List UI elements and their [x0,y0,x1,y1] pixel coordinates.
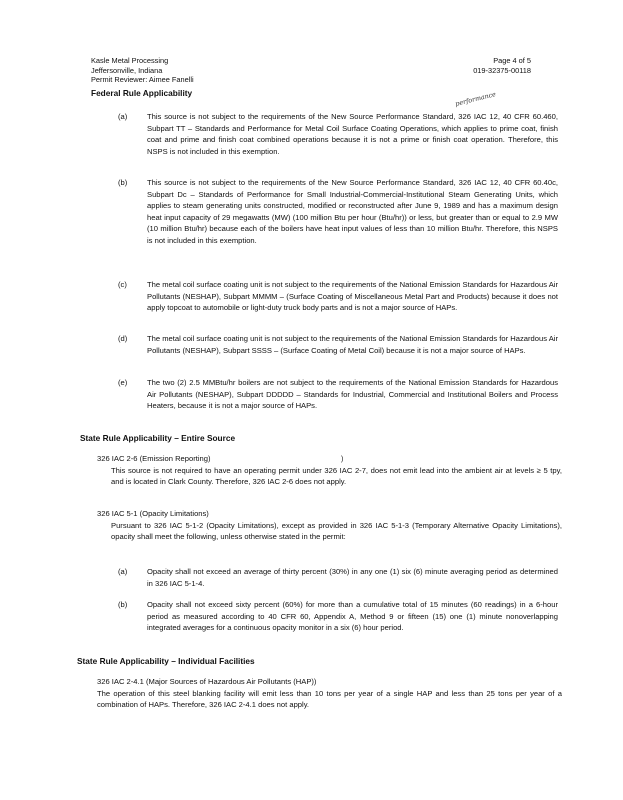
item-label: (c) [118,280,127,289]
rule-text: Pursuant to 326 IAC 5-1-2 (Opacity Limitations), except as provided in 326 IAC 5-1-3 (Temporary Alternative Opacity Limitations), opacity shall meet the following, unless otherwise stated in the permit: [111,520,562,542]
item-text: The two (2) 2.5 MMBtu/hr boilers are not subject to the requirements of the National Emission Standards for Hazardous Air Pollutants (NESHAP), Subpart DDDDD – Standards for Industrial, Commercial and Institutional Boilers and Process Heaters, because it is not a major source of HAPs. [147,378,558,411]
item-text: The metal coil surface coating unit is not subject to the requirements of the National Emission Standards for Hazardous Air Pollutants (NESHAP), Subpart SSSS – (Surface Coating of Metal Coil) because it is not a major source of HAPs. [147,334,558,355]
rule-title: 326 IAC 5-1 (Opacity Limitations) [97,509,209,518]
opacity-item-a [118,566,558,589]
header-location: Jeffersonville, Indiana [91,65,163,75]
federal-item-b [118,177,558,247]
item-label: (b) [118,178,128,187]
rule-text: The operation of this steel blanking facility will emit less than 10 tons per year of a single HAP and less than 25 tons per year of a combination of HAPs. Therefore, 326 IAC 2-4.1 does not apply. [97,688,562,710]
item-text: This source is not subject to the requirements of the New Source Performance Standard, 326 IAC 12, 40 CFR 60.460, Subpart TT – Standards and Performance for Metal Coil Surface Coating Operations, which applies to prime coat, finish coat and prime and finish coat combined operations because it is not a prime or finish coat operation. Therefore, this NSPS is not included in this exemption. [147,112,558,156]
rule-326-iac-2-6 [97,453,562,488]
federal-item-c [118,279,558,314]
header-permit-number: 019-32375-00118 [473,65,531,75]
item-text: Opacity shall not exceed sixty percent (60%) for more than a cumulative total of 15 minutes (60 readings) in a 6-hour period as measured according to 40 CFR 60, Appendix A, Method 9 or fifteen (15) one (1) minute nonoverlapping integrated averages for a continuous opacity monitor in a six (6) hour period. [147,600,558,633]
federal-item-e [118,377,558,412]
header-company: Kasle Metal Processing [91,56,169,65]
item-label: (b) [118,600,128,609]
rule-326-iac-5-1 [97,508,562,543]
rule-title: 326 IAC 2-6 (Emission Reporting) [97,454,211,463]
item-text: The metal coil surface coating unit is not subject to the requirements of the National Emission Standards for Hazardous Air Pollutants (NESHAP), Subpart MMMM – (Surface Coating of Miscellaneous Metal Part and Products) because it does not apply topcoat to automobile or light-duty truck body parts and is not a major source of HAPs. [147,280,558,313]
header-page-number: Page 4 of 5 [493,56,531,65]
state-entire-section-title: State Rule Applicability – Entire Source [80,433,236,443]
rule-326-iac-2-4-1 [97,676,562,711]
rule-title: 326 IAC 2-4.1 (Major Sources of Hazardous Air Pollutants (HAP)) [97,677,317,686]
item-label: (a) [118,112,128,121]
handwritten-note: performance [454,90,497,108]
header-right [473,56,531,75]
item-label: (a) [118,567,128,576]
item-text: Opacity shall not exceed an average of thirty percent (30%) in any one (1) six (6) minute averaging period as determined in 326 IAC 5-1-4. [147,567,558,588]
item-label: (d) [118,334,128,343]
rule-text: This source is not required to have an operating permit under 326 IAC 2-7, does not emit lead into the ambient air at levels ≥ 5 tpy, and is located in Clark County. Therefore, 326 IAC 2-6 does not apply. [111,465,562,487]
item-label: (e) [118,378,128,387]
header-reviewer: Permit Reviewer: Aimee Fanelli [91,75,194,84]
opacity-item-b [118,599,558,634]
federal-item-d [118,333,558,356]
item-text: This source is not subject to the requirements of the New Source Performance Standard, 326 IAC 12, 40 CFR 60.40c, Subpart Dc – Standards of Performance for Small Industrial-Commercial-Institutional Steam Generating Units, which applies to steam generating units constructed, modified or reconstructed after June 9, 1989 and has a maximum design heat input capacity of 29 megawatts (MW) (100 million Btu per hour (Btu/hr)) or less, but greater than or equal to 2.9 MW (10 million Btu/hr) because each of the boilers have heat input values of less than 10 million Btu/hr. Therefore, this NSPS is not included in this exemption. [147,178,558,245]
header-left [91,56,194,85]
stray-mark: ) [341,456,344,463]
state-individual-section-title: State Rule Applicability – Individual Facilities [77,656,255,666]
federal-item-a [118,111,558,157]
federal-section-title: Federal Rule Applicability [91,88,193,98]
